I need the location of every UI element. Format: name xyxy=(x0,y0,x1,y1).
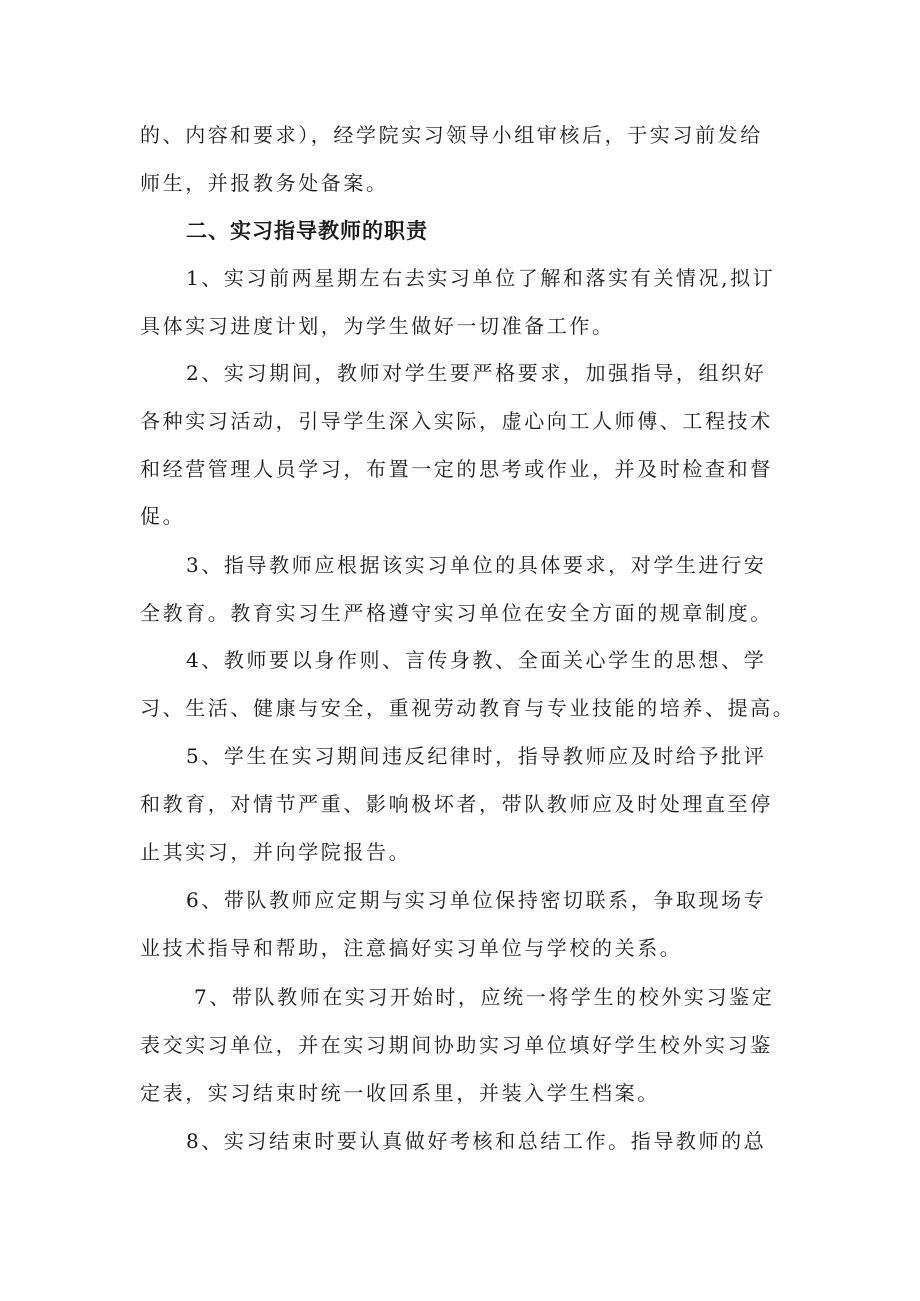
paragraph-5-line: 5、学生在实习期间违反纪律时，指导教师应及时给予批评 xyxy=(186,744,767,768)
paragraph-4-line: 4、教师要以身作则、言传身教、全面关心学生的思想、学 xyxy=(186,648,767,672)
paragraph-6-line: 业技术指导和帮助，注意搞好实习单位与学校的关系。 xyxy=(140,936,683,960)
paragraph-2-line: 和经营管理人员学习，布置一定的思考或作业，并及时检查和督 xyxy=(140,457,773,481)
paragraph-1-line: 具体实习进度计划，为学生做好一切准备工作。 xyxy=(140,314,615,338)
paragraph-3-line: 全教育。教育实习生严格遵守实习单位在安全方面的规章制度。 xyxy=(140,601,773,625)
paragraph-7-line: 7、带队教师在实习开始时，应统一将学生的校外实习鉴定 xyxy=(194,985,775,1009)
paragraph-5-line: 止其实习，并向学院报告。 xyxy=(140,840,412,864)
paragraph-7-line: 表交实习单位，并在实习期间协助实习单位填好学生校外实习鉴 xyxy=(140,1033,773,1057)
paragraph-4-line: 习、生活、健康与安全，重视劳动教育与专业技能的培养、提高。 xyxy=(140,696,796,720)
paragraph-7-line: 定表，实习结束时统一收回系里，并装入学生档案。 xyxy=(140,1081,660,1105)
paragraph-6-line: 6、带队教师应定期与实习单位保持密切联系，争取现场专 xyxy=(186,888,767,912)
section-heading: 二、实习指导教师的职责 xyxy=(186,219,428,243)
paragraph-2-line: 促。 xyxy=(140,504,186,528)
paragraph-8-line: 8、实习结束时要认真做好考核和总结工作。指导教师的总 xyxy=(186,1129,767,1153)
paragraph-5-line: 和教育，对情节严重、影响极坏者，带队教师应及时处理直至停 xyxy=(140,792,773,816)
paragraph-1-line: 1、实习前两星期左右去实习单位了解和落实有关情况,拟订 xyxy=(186,266,776,290)
paragraph-2-line: 2、实习期间，教师对学生要严格要求，加强指导，组织好 xyxy=(186,361,767,385)
intro-line: 的、内容和要求），经学院实习领导小组审核后，于实习前发给 xyxy=(140,123,763,147)
paragraph-3-line: 3、指导教师应根据该实习单位的具体要求，对学生进行安 xyxy=(186,553,767,577)
paragraph-2-line: 各种实习活动，引导学生深入实际，虚心向工人师傅、工程技术 xyxy=(140,409,773,433)
intro-line: 师生，并报教务处备案。 xyxy=(140,171,389,195)
